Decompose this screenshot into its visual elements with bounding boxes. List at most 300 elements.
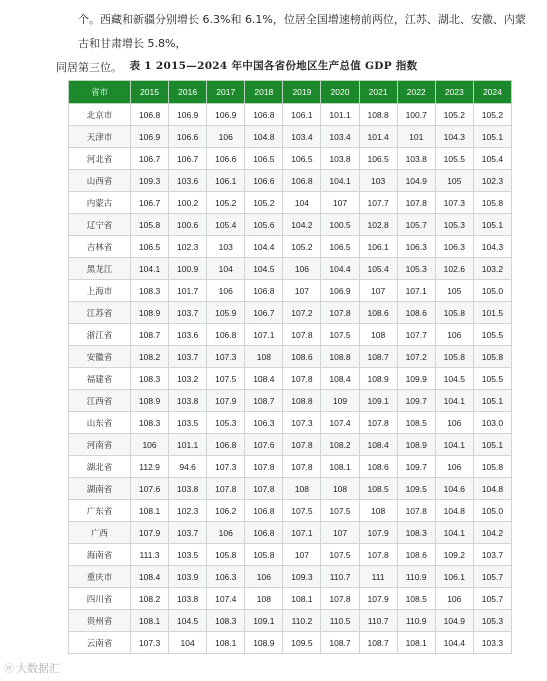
gdp-index-cell: 104.1 — [321, 170, 359, 192]
gdp-index-cell: 104.8 — [473, 478, 511, 500]
gdp-index-cell: 108.4 — [131, 566, 169, 588]
gdp-index-cell: 105.3 — [207, 412, 245, 434]
gdp-index-cell: 108 — [283, 478, 321, 500]
gdp-index-cell: 107.8 — [245, 478, 283, 500]
column-header-year: 2015 — [131, 81, 169, 104]
gdp-index-cell: 110.2 — [283, 610, 321, 632]
gdp-index-cell: 105.2 — [435, 104, 473, 126]
gdp-index-cell: 103.2 — [473, 258, 511, 280]
gdp-index-cell: 103.5 — [169, 544, 207, 566]
gdp-index-cell: 105.1 — [473, 214, 511, 236]
table-row — [69, 522, 512, 544]
gdp-index-cell: 105.3 — [435, 214, 473, 236]
gdp-index-cell: 105.4 — [359, 258, 397, 280]
column-header-year: 2018 — [245, 81, 283, 104]
gdp-index-table — [68, 80, 512, 654]
gdp-index-cell: 104.1 — [131, 258, 169, 280]
gdp-index-cell: 108.3 — [131, 412, 169, 434]
gdp-index-cell: 107.8 — [359, 544, 397, 566]
table-row — [69, 456, 512, 478]
gdp-index-cell: 103.5 — [169, 412, 207, 434]
gdp-index-cell: 106.3 — [245, 412, 283, 434]
gdp-index-cell: 107.8 — [283, 456, 321, 478]
gdp-index-cell: 103.4 — [321, 126, 359, 148]
gdp-index-cell: 107.2 — [283, 302, 321, 324]
gdp-index-cell: 104.2 — [473, 522, 511, 544]
gdp-index-cell: 105.8 — [435, 346, 473, 368]
gdp-index-cell: 104.4 — [435, 632, 473, 654]
gdp-index-cell: 107 — [283, 544, 321, 566]
gdp-index-cell: 106 — [435, 588, 473, 610]
gdp-index-cell: 110.7 — [359, 610, 397, 632]
table-row — [69, 478, 512, 500]
table-row — [69, 434, 512, 456]
gdp-index-cell: 106.8 — [131, 104, 169, 126]
province-cell: 河北省 — [69, 148, 131, 170]
gdp-index-cell: 103.4 — [283, 126, 321, 148]
gdp-index-cell: 103.6 — [169, 324, 207, 346]
gdp-index-cell: 104.8 — [245, 126, 283, 148]
gdp-index-cell: 108.8 — [359, 104, 397, 126]
table-header-row — [69, 81, 512, 104]
gdp-index-cell: 101 — [397, 126, 435, 148]
table-row — [69, 148, 512, 170]
table-row — [69, 258, 512, 280]
gdp-index-cell: 105.0 — [473, 500, 511, 522]
gdp-index-cell: 106 — [207, 280, 245, 302]
gdp-index-cell: 104.1 — [435, 390, 473, 412]
gdp-index-cell: 103.8 — [169, 478, 207, 500]
gdp-index-cell: 109.7 — [397, 390, 435, 412]
gdp-index-cell: 104.9 — [397, 170, 435, 192]
table-row — [69, 500, 512, 522]
gdp-index-cell: 101.1 — [321, 104, 359, 126]
gdp-index-cell: 101.1 — [169, 434, 207, 456]
gdp-index-cell: 109.3 — [131, 170, 169, 192]
gdp-index-cell: 106.1 — [283, 104, 321, 126]
table-row — [69, 588, 512, 610]
gdp-index-cell: 108.8 — [283, 390, 321, 412]
gdp-index-cell: 107.8 — [359, 412, 397, 434]
gdp-index-cell: 105.8 — [245, 544, 283, 566]
gdp-index-cell: 109.3 — [283, 566, 321, 588]
gdp-index-cell: 108.7 — [359, 346, 397, 368]
province-cell: 天津市 — [69, 126, 131, 148]
province-cell: 山西省 — [69, 170, 131, 192]
gdp-index-cell: 106.8 — [245, 500, 283, 522]
gdp-index-cell: 108.7 — [359, 632, 397, 654]
gdp-index-cell: 106 — [435, 456, 473, 478]
gdp-index-cell: 107.8 — [245, 456, 283, 478]
gdp-index-cell: 108.7 — [321, 632, 359, 654]
gdp-index-cell: 108 — [321, 478, 359, 500]
gdp-index-cell: 103.8 — [169, 588, 207, 610]
province-cell: 江苏省 — [69, 302, 131, 324]
gdp-index-cell: 111 — [359, 566, 397, 588]
gdp-index-cell: 107.7 — [359, 192, 397, 214]
gdp-index-cell: 111.3 — [131, 544, 169, 566]
gdp-index-cell: 105.7 — [397, 214, 435, 236]
column-header-year: 2017 — [207, 81, 245, 104]
gdp-index-cell: 106.1 — [359, 236, 397, 258]
gdp-index-cell: 106.7 — [131, 148, 169, 170]
gdp-index-cell: 105 — [435, 170, 473, 192]
gdp-index-cell: 105.6 — [245, 214, 283, 236]
gdp-index-cell: 103.8 — [321, 148, 359, 170]
gdp-index-cell: 106.8 — [245, 280, 283, 302]
gdp-index-cell: 107.1 — [397, 280, 435, 302]
weibo-icon: ⓦ — [4, 664, 14, 675]
gdp-index-cell: 105.3 — [397, 258, 435, 280]
column-header-year: 2020 — [321, 81, 359, 104]
province-cell: 福建省 — [69, 368, 131, 390]
table-caption: 表 1 2015—2024 年中国各省份地区生产总值 GDP 指数 — [129, 60, 418, 72]
table-row — [69, 302, 512, 324]
gdp-index-cell: 108.6 — [397, 302, 435, 324]
province-cell: 上海市 — [69, 280, 131, 302]
gdp-index-cell: 107.8 — [207, 478, 245, 500]
gdp-index-cell: 107.8 — [283, 324, 321, 346]
gdp-index-cell: 102.6 — [435, 258, 473, 280]
gdp-index-cell: 108.9 — [131, 302, 169, 324]
gdp-index-cell: 107.1 — [245, 324, 283, 346]
gdp-index-cell: 103.9 — [169, 566, 207, 588]
gdp-index-cell: 106.1 — [435, 566, 473, 588]
gdp-index-cell: 105.2 — [283, 236, 321, 258]
gdp-index-cell: 107.5 — [321, 544, 359, 566]
gdp-index-cell: 100.7 — [397, 104, 435, 126]
watermark — [4, 660, 60, 676]
gdp-index-cell: 106 — [435, 412, 473, 434]
gdp-index-cell: 108.3 — [397, 522, 435, 544]
column-header-year: 2019 — [283, 81, 321, 104]
gdp-index-cell: 106.6 — [169, 126, 207, 148]
gdp-index-cell: 109 — [321, 390, 359, 412]
gdp-index-cell: 106 — [435, 324, 473, 346]
gdp-index-cell: 108.1 — [207, 632, 245, 654]
gdp-index-cell: 104.3 — [435, 126, 473, 148]
gdp-index-cell: 104.9 — [435, 610, 473, 632]
gdp-index-cell: 105.8 — [473, 456, 511, 478]
gdp-index-cell: 107.5 — [321, 500, 359, 522]
gdp-index-cell: 105.2 — [207, 192, 245, 214]
gdp-index-cell: 105.5 — [435, 148, 473, 170]
gdp-index-cell: 103.8 — [169, 390, 207, 412]
gdp-index-cell: 108.4 — [321, 368, 359, 390]
gdp-index-cell: 108.9 — [131, 390, 169, 412]
gdp-index-cell: 108.6 — [359, 302, 397, 324]
gdp-index-cell: 106.5 — [359, 148, 397, 170]
gdp-index-cell: 105.4 — [473, 148, 511, 170]
gdp-index-cell: 103.7 — [169, 302, 207, 324]
intro-line-2: 同居第三位。 — [56, 61, 122, 74]
gdp-index-cell: 105.7 — [473, 588, 511, 610]
province-cell: 河南省 — [69, 434, 131, 456]
gdp-index-cell: 105.5 — [473, 368, 511, 390]
gdp-index-cell: 104.5 — [435, 368, 473, 390]
table-row — [69, 632, 512, 654]
province-cell: 浙江省 — [69, 324, 131, 346]
gdp-index-cell: 107.8 — [397, 500, 435, 522]
gdp-index-cell: 106.8 — [207, 324, 245, 346]
gdp-index-cell: 108.2 — [321, 434, 359, 456]
gdp-index-cell: 106.7 — [245, 302, 283, 324]
gdp-index-cell: 100.5 — [321, 214, 359, 236]
gdp-index-cell: 108.9 — [359, 368, 397, 390]
gdp-index-cell: 101.4 — [359, 126, 397, 148]
gdp-index-cell: 103.3 — [473, 632, 511, 654]
gdp-index-cell: 108.7 — [131, 324, 169, 346]
gdp-index-cell: 108.2 — [131, 346, 169, 368]
gdp-index-cell: 107.9 — [359, 588, 397, 610]
gdp-index-cell: 100.9 — [169, 258, 207, 280]
gdp-index-cell: 105.8 — [435, 302, 473, 324]
gdp-index-cell: 105.8 — [473, 192, 511, 214]
gdp-index-cell: 107.6 — [245, 434, 283, 456]
gdp-index-cell: 104.8 — [435, 500, 473, 522]
gdp-index-cell: 103 — [359, 170, 397, 192]
province-cell: 江西省 — [69, 390, 131, 412]
gdp-index-cell: 106.8 — [207, 434, 245, 456]
intro-line-1: 个。西藏和新疆分别增长 6.3%和 6.1%，位居全国增速榜前两位，江苏、湖北、安徽、内蒙古和甘肃增长 5.8%， — [78, 13, 526, 50]
table-row — [69, 214, 512, 236]
gdp-index-cell: 108.1 — [321, 456, 359, 478]
gdp-index-cell: 105.1 — [473, 126, 511, 148]
gdp-index-cell: 104 — [169, 632, 207, 654]
gdp-index-cell: 108.1 — [283, 588, 321, 610]
gdp-index-cell: 106.5 — [245, 148, 283, 170]
table-row — [69, 412, 512, 434]
province-cell: 安徽省 — [69, 346, 131, 368]
gdp-index-cell: 109.5 — [283, 632, 321, 654]
gdp-index-cell: 106.9 — [321, 280, 359, 302]
gdp-index-cell: 106 — [131, 434, 169, 456]
gdp-index-cell: 102.3 — [169, 236, 207, 258]
table-row — [69, 368, 512, 390]
province-cell: 广东省 — [69, 500, 131, 522]
gdp-index-cell: 108.3 — [131, 280, 169, 302]
gdp-index-cell: 107.8 — [283, 434, 321, 456]
province-cell: 山东省 — [69, 412, 131, 434]
gdp-index-cell: 106.5 — [283, 148, 321, 170]
gdp-index-cell: 106.7 — [169, 148, 207, 170]
gdp-index-cell: 107.9 — [359, 522, 397, 544]
gdp-index-cell: 107.6 — [131, 478, 169, 500]
gdp-index-cell: 108.3 — [131, 368, 169, 390]
gdp-index-cell: 108.1 — [131, 610, 169, 632]
gdp-index-cell: 103.7 — [473, 544, 511, 566]
gdp-index-cell: 105.7 — [473, 566, 511, 588]
province-cell: 湖北省 — [69, 456, 131, 478]
gdp-index-cell: 105.8 — [473, 346, 511, 368]
province-cell: 云南省 — [69, 632, 131, 654]
column-header-year: 2016 — [169, 81, 207, 104]
gdp-index-cell: 104.4 — [321, 258, 359, 280]
gdp-index-cell: 103 — [207, 236, 245, 258]
gdp-index-cell: 104 — [207, 258, 245, 280]
gdp-index-cell: 108 — [245, 588, 283, 610]
gdp-index-cell: 106.8 — [283, 170, 321, 192]
gdp-index-cell: 106.6 — [207, 148, 245, 170]
gdp-index-cell: 108.1 — [131, 500, 169, 522]
gdp-index-cell: 102.3 — [169, 500, 207, 522]
gdp-index-cell: 107.1 — [283, 522, 321, 544]
province-cell: 吉林省 — [69, 236, 131, 258]
gdp-index-cell: 108.5 — [359, 478, 397, 500]
gdp-index-cell: 107.8 — [397, 192, 435, 214]
province-cell: 贵州省 — [69, 610, 131, 632]
gdp-index-cell: 100.6 — [169, 214, 207, 236]
gdp-index-cell: 106 — [245, 566, 283, 588]
table-row — [69, 544, 512, 566]
gdp-index-cell: 106.7 — [131, 192, 169, 214]
gdp-index-cell: 108.1 — [397, 632, 435, 654]
province-cell: 海南省 — [69, 544, 131, 566]
gdp-index-cell: 107.7 — [397, 324, 435, 346]
gdp-index-cell: 107.8 — [321, 302, 359, 324]
gdp-index-cell: 104 — [283, 192, 321, 214]
gdp-index-cell: 107.8 — [321, 588, 359, 610]
table-row — [69, 610, 512, 632]
gdp-index-cell: 103.7 — [169, 522, 207, 544]
gdp-index-cell: 105.8 — [131, 214, 169, 236]
column-header-year: 2021 — [359, 81, 397, 104]
gdp-index-cell: 101.7 — [169, 280, 207, 302]
gdp-index-cell: 110.5 — [321, 610, 359, 632]
gdp-index-cell: 105.5 — [473, 324, 511, 346]
gdp-index-cell: 108.5 — [397, 412, 435, 434]
gdp-index-cell: 103.2 — [169, 368, 207, 390]
table-row — [69, 104, 512, 126]
gdp-index-cell: 104.4 — [245, 236, 283, 258]
column-header-year: 2023 — [435, 81, 473, 104]
gdp-index-cell: 106 — [283, 258, 321, 280]
gdp-index-cell: 106.9 — [169, 104, 207, 126]
column-header-province: 省市 — [69, 81, 131, 104]
gdp-index-cell: 108 — [359, 324, 397, 346]
gdp-index-cell: 110.9 — [397, 566, 435, 588]
gdp-index-cell: 107.5 — [207, 368, 245, 390]
gdp-index-cell: 104.3 — [473, 236, 511, 258]
gdp-index-cell: 105.2 — [245, 192, 283, 214]
gdp-index-cell: 102.8 — [359, 214, 397, 236]
table-row — [69, 192, 512, 214]
table-row — [69, 126, 512, 148]
gdp-index-cell: 107 — [283, 280, 321, 302]
gdp-index-cell: 109.5 — [397, 478, 435, 500]
gdp-index-cell: 103.6 — [169, 170, 207, 192]
province-cell: 四川省 — [69, 588, 131, 610]
gdp-index-cell: 106.5 — [131, 236, 169, 258]
gdp-index-cell: 109.1 — [245, 610, 283, 632]
gdp-index-cell: 105.0 — [473, 280, 511, 302]
gdp-index-cell: 105.8 — [207, 544, 245, 566]
gdp-index-cell: 107.4 — [207, 588, 245, 610]
gdp-index-cell: 109.1 — [359, 390, 397, 412]
column-header-year: 2022 — [397, 81, 435, 104]
table-row — [69, 390, 512, 412]
table-row — [69, 280, 512, 302]
gdp-index-cell: 108 — [359, 500, 397, 522]
gdp-index-cell: 105.4 — [207, 214, 245, 236]
gdp-index-cell: 107.5 — [321, 324, 359, 346]
province-cell: 重庆市 — [69, 566, 131, 588]
gdp-index-cell: 107 — [359, 280, 397, 302]
gdp-index-cell: 107.2 — [397, 346, 435, 368]
gdp-index-cell: 107.5 — [283, 500, 321, 522]
gdp-index-cell: 106.1 — [207, 170, 245, 192]
gdp-index-cell: 108.8 — [321, 346, 359, 368]
gdp-index-cell: 108.6 — [397, 544, 435, 566]
gdp-index-cell: 105.2 — [473, 104, 511, 126]
table-row — [69, 346, 512, 368]
gdp-index-cell: 106.5 — [321, 236, 359, 258]
gdp-index-cell: 107.3 — [435, 192, 473, 214]
gdp-index-cell: 106 — [207, 522, 245, 544]
gdp-index-cell: 104.2 — [283, 214, 321, 236]
gdp-index-cell: 107.9 — [207, 390, 245, 412]
gdp-index-cell: 108.5 — [397, 588, 435, 610]
gdp-index-cell: 106.3 — [397, 236, 435, 258]
gdp-index-cell: 106.8 — [245, 522, 283, 544]
gdp-index-cell: 112.9 — [131, 456, 169, 478]
gdp-index-cell: 108.2 — [131, 588, 169, 610]
gdp-index-cell: 103.0 — [473, 412, 511, 434]
table-row — [69, 324, 512, 346]
province-cell: 黑龙江 — [69, 258, 131, 280]
gdp-index-cell: 109.7 — [397, 456, 435, 478]
gdp-index-cell: 106.9 — [131, 126, 169, 148]
gdp-index-cell: 104.1 — [435, 434, 473, 456]
gdp-index-cell: 102.3 — [473, 170, 511, 192]
province-cell: 湖南省 — [69, 478, 131, 500]
gdp-index-cell: 105.1 — [473, 434, 511, 456]
gdp-index-cell: 103.7 — [169, 346, 207, 368]
gdp-index-cell: 103.8 — [397, 148, 435, 170]
gdp-index-cell: 108.9 — [245, 632, 283, 654]
gdp-index-cell: 105.9 — [207, 302, 245, 324]
gdp-index-cell: 106.8 — [245, 104, 283, 126]
gdp-index-cell: 108 — [245, 346, 283, 368]
gdp-index-cell: 107.8 — [283, 368, 321, 390]
gdp-index-cell: 104.1 — [435, 522, 473, 544]
gdp-index-cell: 105.1 — [473, 390, 511, 412]
gdp-index-cell: 106.6 — [245, 170, 283, 192]
gdp-index-cell: 94.6 — [169, 456, 207, 478]
column-header-year: 2024 — [473, 81, 511, 104]
gdp-index-cell: 107 — [321, 522, 359, 544]
gdp-index-cell: 106.3 — [435, 236, 473, 258]
province-cell: 广西 — [69, 522, 131, 544]
gdp-index-cell: 107.3 — [283, 412, 321, 434]
table-row — [69, 170, 512, 192]
gdp-index-cell: 107.4 — [321, 412, 359, 434]
gdp-index-cell: 104.5 — [245, 258, 283, 280]
province-cell: 内蒙古 — [69, 192, 131, 214]
gdp-index-cell: 108.3 — [207, 610, 245, 632]
gdp-index-cell: 106.3 — [207, 566, 245, 588]
gdp-index-cell: 105.3 — [473, 610, 511, 632]
gdp-index-cell: 108.4 — [245, 368, 283, 390]
province-cell: 辽宁省 — [69, 214, 131, 236]
gdp-index-cell: 106.9 — [207, 104, 245, 126]
gdp-index-cell: 108.9 — [397, 434, 435, 456]
gdp-index-cell: 101.5 — [473, 302, 511, 324]
gdp-index-cell: 109.9 — [397, 368, 435, 390]
gdp-index-cell: 106.2 — [207, 500, 245, 522]
province-cell: 北京市 — [69, 104, 131, 126]
gdp-index-cell: 107.3 — [131, 632, 169, 654]
